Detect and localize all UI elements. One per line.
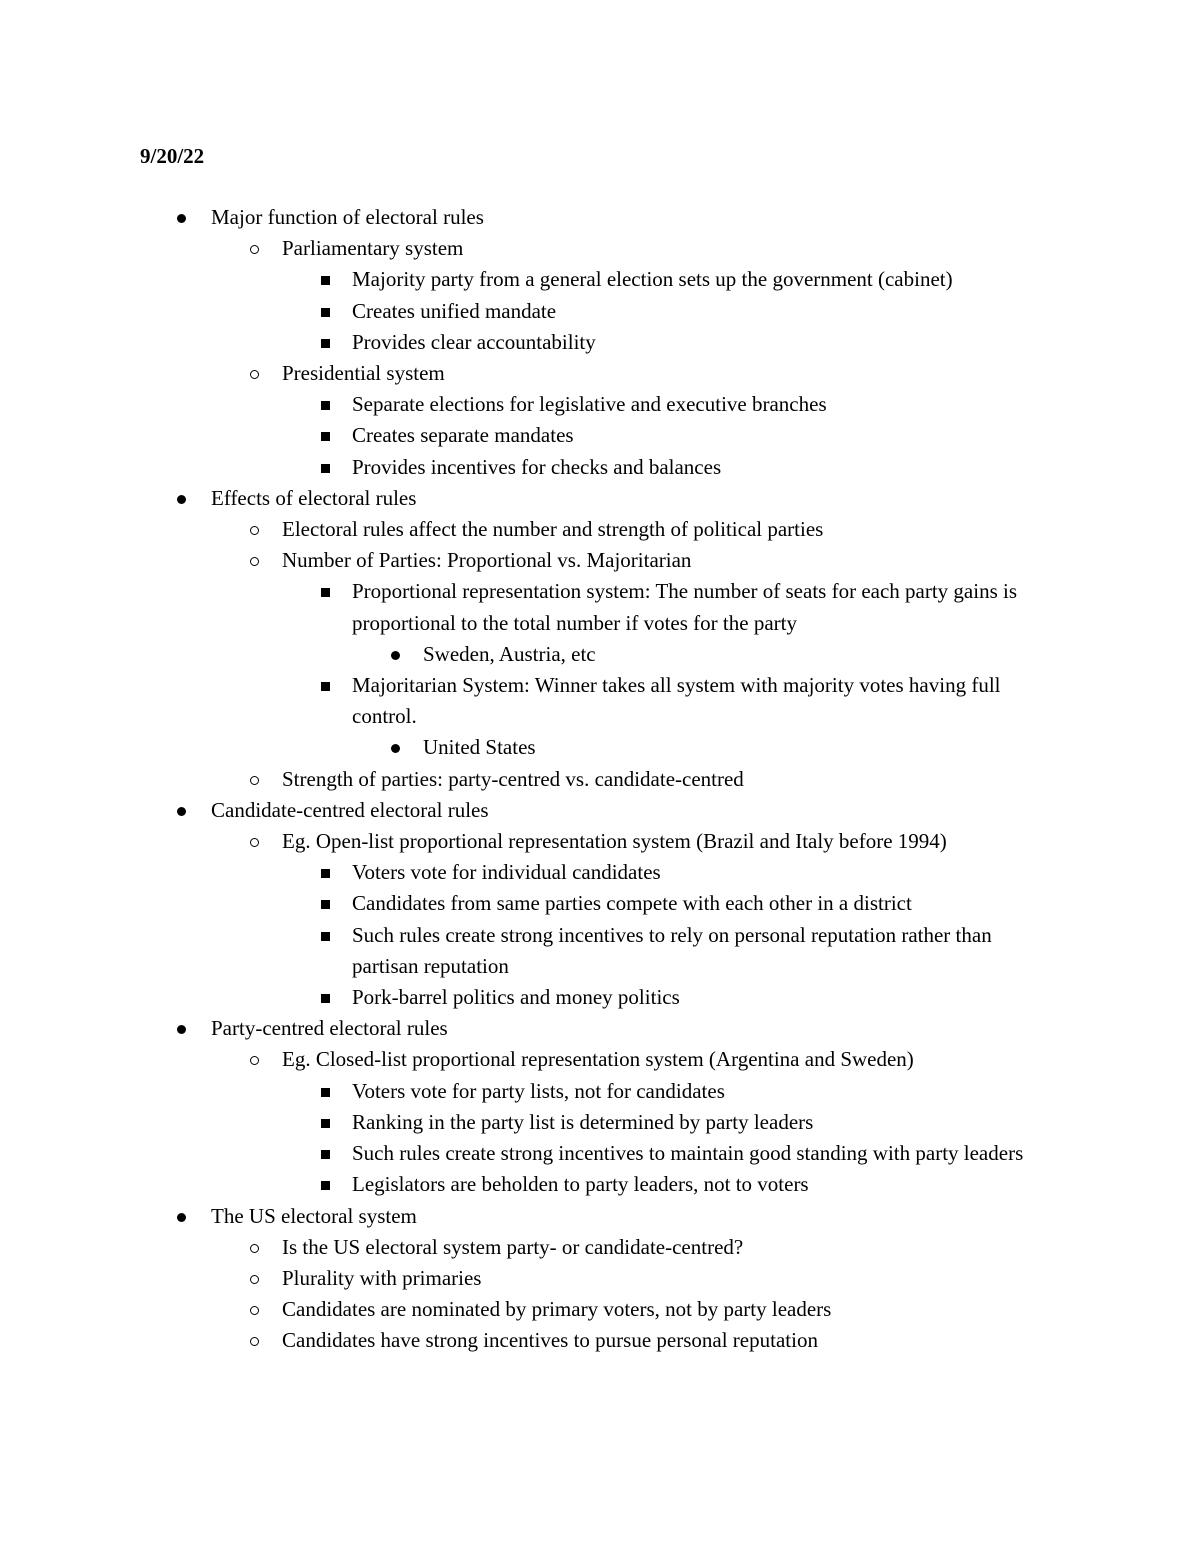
outline-item-text: Provides clear accountability — [352, 329, 596, 354]
outline-item-level-4 — [0, 732, 1200, 763]
outline-item-level-3 — [0, 982, 1200, 1013]
outline-item-level-3 — [0, 1138, 1200, 1169]
outline-item-level-2 — [0, 1232, 1200, 1263]
outline-item-text: Majoritarian System: Winner takes all system with majority votes having full control. — [352, 673, 1001, 729]
outline-item-text: Voters vote for party lists, not for candidates — [352, 1078, 725, 1103]
outline-item-level-3 — [0, 1076, 1200, 1107]
outline-item-level-2 — [0, 1263, 1200, 1294]
outline-item-level-3 — [0, 920, 1200, 982]
outline-item-level-2 — [0, 233, 1200, 264]
outline-item-text: Pork-barrel politics and money politics — [352, 985, 680, 1010]
outline-item-level-1 — [0, 1201, 1200, 1232]
outline-item-level-1 — [0, 1013, 1200, 1044]
outline-item-text: Candidate-centred electoral rules — [211, 797, 489, 822]
outline-item-level-2 — [0, 514, 1200, 545]
outline-item-text: Major function of electoral rules — [211, 205, 484, 229]
outline-item-level-3 — [0, 1107, 1200, 1138]
outline-item-text: Creates separate mandates — [352, 423, 574, 448]
outline-item-text: Strength of parties: party-centred vs. candidate-centred — [282, 766, 744, 791]
outline-item-level-1 — [0, 483, 1200, 514]
outline-item-text: The US electoral system — [211, 1203, 417, 1228]
outline-item-text: Majority party from a general election sets up the government (cabinet) — [352, 267, 953, 292]
outline-item-level-2 — [0, 826, 1200, 857]
outline-item-text: Separate elections for legislative and executive branches — [352, 392, 827, 417]
outline-item-text: Candidates have strong incentives to pursue personal reputation — [282, 1328, 818, 1353]
outline-item-level-3 — [0, 327, 1200, 358]
outline-item-level-2 — [0, 1294, 1200, 1325]
outline-item-level-3 — [0, 576, 1200, 638]
outline-item-text: Eg. Open-list proportional representation system (Brazil and Italy before 1994) — [282, 829, 947, 854]
outline-item-level-1 — [0, 202, 1200, 233]
outline-item-text: Electoral rules affect the number and strength of political parties — [282, 517, 824, 542]
outline-item-text: Plurality with primaries — [282, 1265, 482, 1290]
outline-item-text: Effects of electoral rules — [211, 485, 417, 510]
outline-item-text: Is the US electoral system party- or candidate-centred? — [282, 1234, 744, 1259]
outline-item-text: Such rules create strong incentives to rely on personal reputation rather than partisan reputation — [352, 922, 992, 978]
outline-item-text: Candidates are nominated by primary voters, not by party leaders — [282, 1297, 832, 1322]
outline-item-text: Legislators are beholden to party leaders, not to voters — [352, 1172, 809, 1197]
outline-item-text: Ranking in the party list is determined by party leaders — [352, 1109, 814, 1134]
outline-item-text: Such rules create strong incentives to maintain good standing with party leaders — [352, 1141, 1024, 1166]
outline-item-level-2 — [0, 1044, 1200, 1075]
outline-item-text: Party-centred electoral rules — [211, 1016, 448, 1041]
outline-item-level-3 — [0, 670, 1200, 732]
outline-item-text: United States — [423, 735, 536, 760]
outline-item-text: Provides incentives for checks and balances — [352, 454, 722, 479]
outline-item-text: Voters vote for individual candidates — [352, 860, 661, 885]
outline-item-text: Parliamentary system — [282, 236, 464, 261]
outline-item-text: Presidential system — [282, 361, 445, 386]
outline-item-level-4 — [0, 639, 1200, 670]
outline-item-level-2 — [0, 1325, 1200, 1356]
outline-item-level-2 — [0, 764, 1200, 795]
outline-item-level-1 — [0, 795, 1200, 826]
outline-item-level-3 — [0, 296, 1200, 327]
outline-item-text: Proportional representation system: The number of seats for each party gains is proportional to the total number if votes for the party — [352, 579, 1018, 635]
outline-item-level-3 — [0, 1169, 1200, 1200]
notes-outline — [0, 202, 1200, 1357]
outline-item-text: Number of Parties: Proportional vs. Majoritarian — [282, 548, 692, 573]
outline-item-level-3 — [0, 389, 1200, 420]
outline-item-level-3 — [0, 857, 1200, 888]
outline-item-level-2 — [0, 358, 1200, 389]
outline-item-text: Eg. Closed-list proportional representation system (Argentina and Sweden) — [282, 1047, 914, 1072]
outline-item-level-3 — [0, 452, 1200, 483]
outline-item-text: Sweden, Austria, etc — [423, 641, 596, 666]
outline-item-text: Creates unified mandate — [352, 298, 557, 323]
outline-item-level-3 — [0, 420, 1200, 451]
outline-item-level-2 — [0, 545, 1200, 576]
outline-item-level-3 — [0, 264, 1200, 295]
note-date: 9/20/22 — [140, 144, 205, 168]
outline-item-text: Candidates from same parties compete with each other in a district — [352, 891, 912, 916]
outline-item-level-3 — [0, 888, 1200, 919]
